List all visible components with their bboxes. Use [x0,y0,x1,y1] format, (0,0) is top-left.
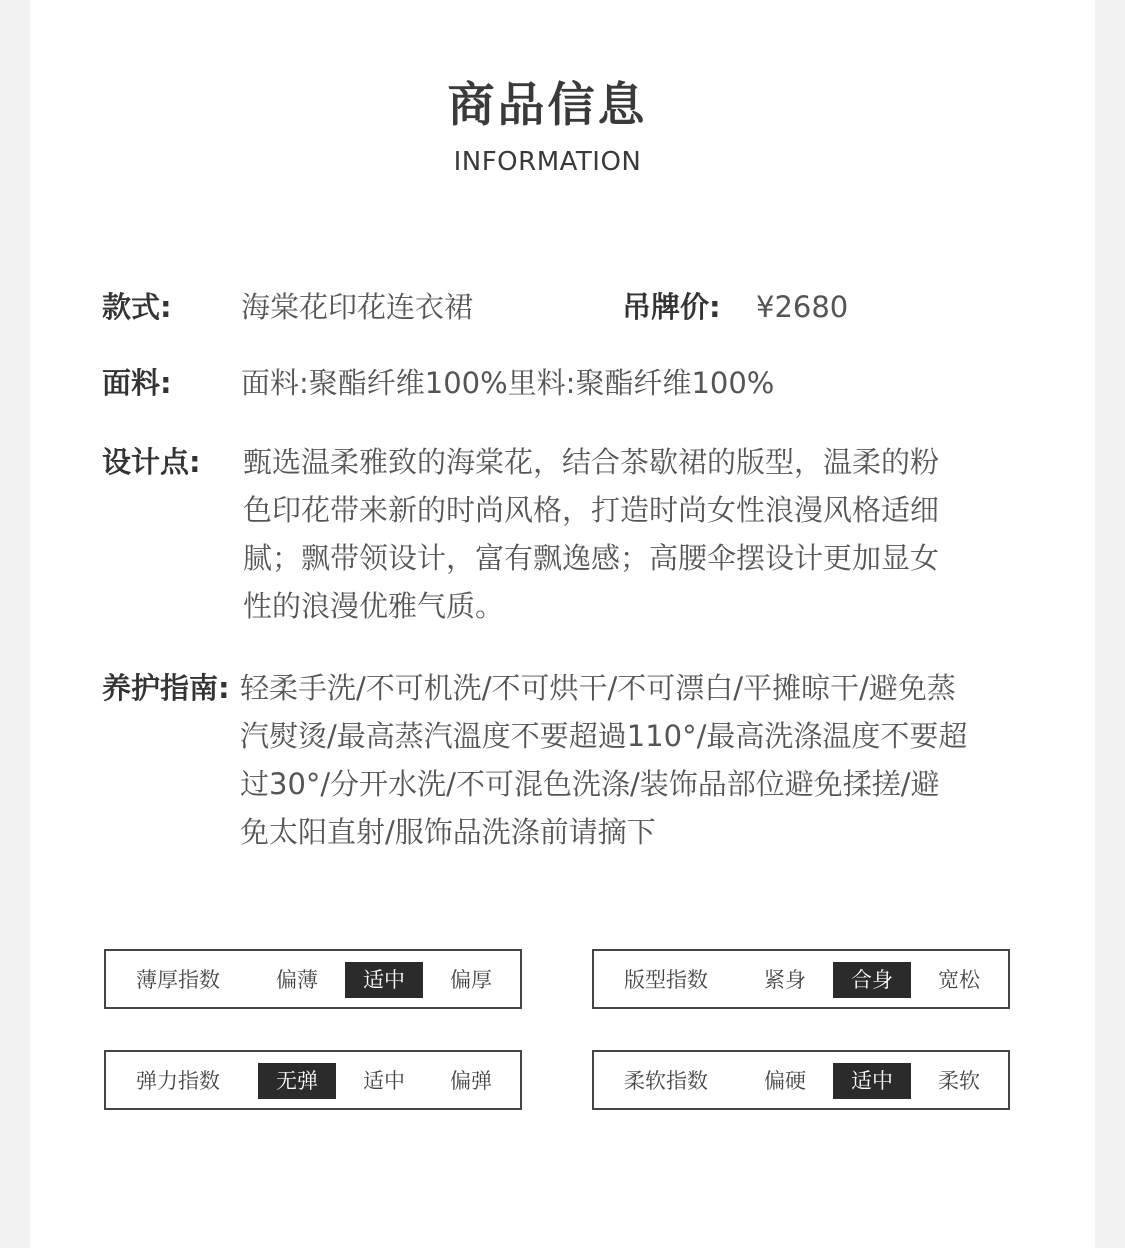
fabric-value: 面料:聚酯纤维100%里料:聚酯纤维100% [241,366,775,400]
page-title: 商品信息 [447,78,648,133]
care-line: 汽熨烫/最高蒸汽溫度不要超過110°/最高洗涤温度不要超 [240,719,968,753]
style-value: 海棠花印花连衣裙 [241,290,474,324]
price-label: 吊牌价: [622,290,721,324]
index-option: 偏薄 [276,968,318,992]
thickness-index-box [104,949,522,1009]
style-label: 款式: [102,290,172,324]
design-line: 腻；飘带领设计，富有飘逸感；高腰伞摆设计更加显女 [243,541,940,575]
softness-index-box [592,1050,1010,1110]
index-name: 版型指数 [624,968,708,992]
care-text [240,664,967,856]
index-option-selected: 无弹 [258,1063,336,1099]
index-option: 偏硬 [764,1069,806,1093]
price-value: ¥2680 [756,290,849,324]
index-name: 弹力指数 [136,1069,220,1093]
index-option-selected: 合身 [833,962,911,998]
fabric-label: 面料: [102,366,172,400]
care-line: 过30°/分开水洗/不可混色洗涤/装饰品部位避免揉搓/避 [240,767,940,801]
care-line: 免太阳直射/服饰品洗涤前请摘下 [240,815,656,849]
fit-index-box [592,949,1010,1009]
index-option: 适中 [363,1069,405,1093]
index-name: 薄厚指数 [136,968,220,992]
elasticity-index-box [104,1050,522,1110]
index-name: 柔软指数 [624,1069,708,1093]
index-option: 偏弹 [450,1069,492,1093]
index-option-selected: 适中 [345,962,423,998]
index-option: 宽松 [938,968,980,992]
index-option-selected: 适中 [833,1063,911,1099]
index-option: 紧身 [764,968,806,992]
design-line: 甄选温柔雅致的海棠花，结合茶歇裙的版型，温柔的粉 [243,445,940,479]
design-line: 性的浪漫优雅气质。 [243,589,505,623]
index-option: 柔软 [938,1069,980,1093]
page-subtitle: INFORMATION [453,147,642,177]
care-label: 养护指南: [102,671,230,705]
care-line: 轻柔手洗/不可机洗/不可烘干/不可漂白/平摊晾干/避免蒸 [240,671,956,705]
design-text [243,438,939,630]
design-label: 设计点: [102,445,201,479]
design-line: 色印花带来新的时尚风格，打造时尚女性浪漫风格适细 [243,493,940,527]
index-option: 偏厚 [450,968,492,992]
